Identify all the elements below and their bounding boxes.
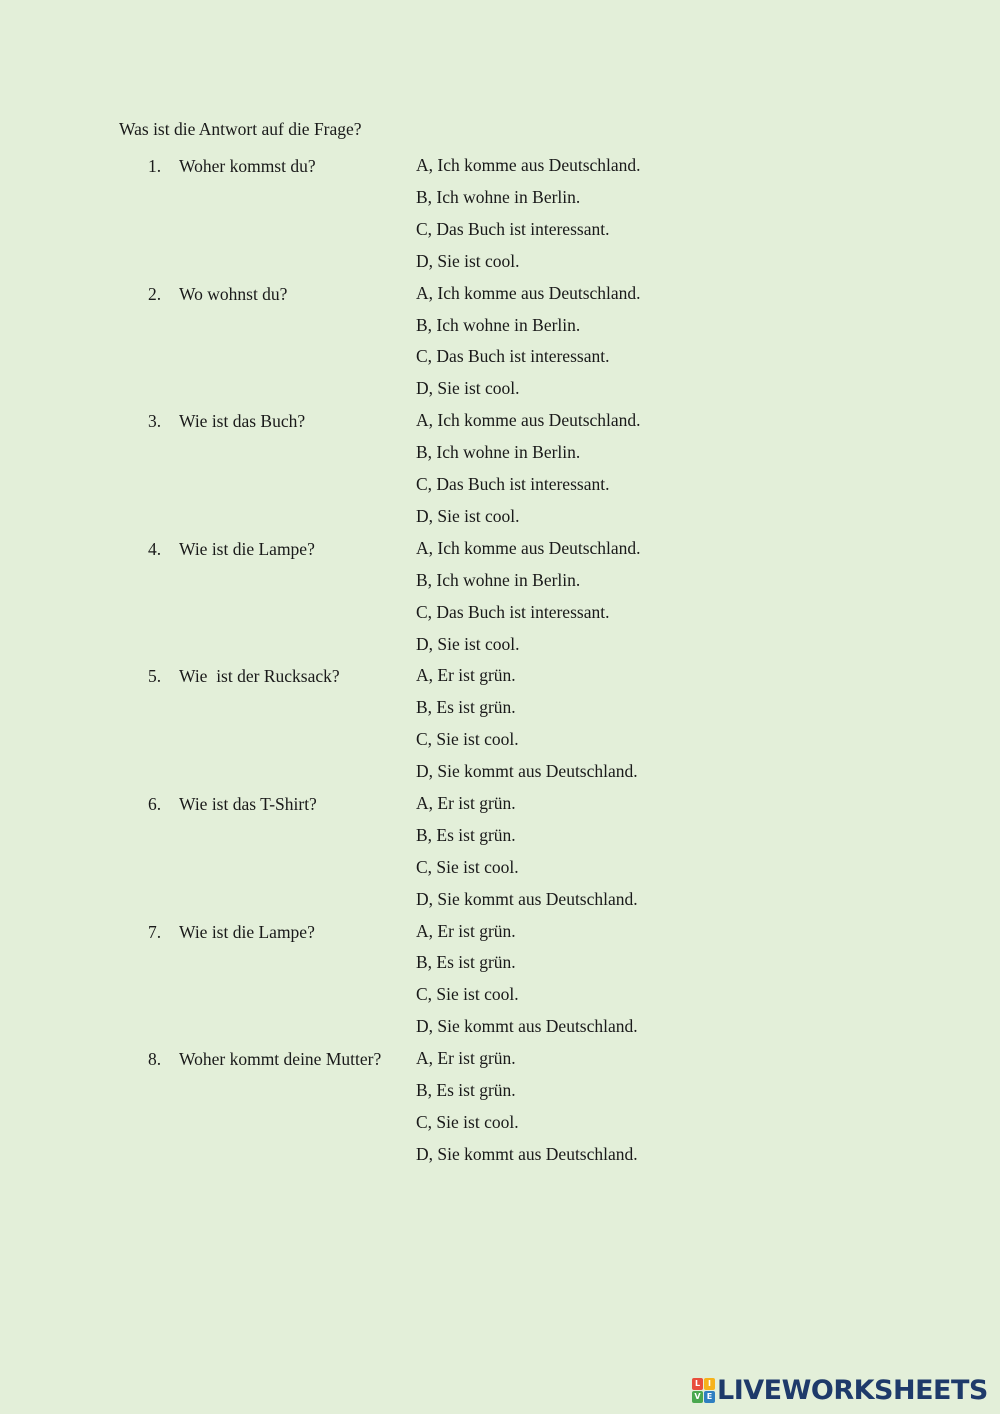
question-item <box>0 278 1000 406</box>
logo-text: LIVEWORKSHEETS <box>717 1374 988 1406</box>
answer-option[interactable]: D, Sie kommt aus Deutschland. <box>416 1016 638 1037</box>
answer-option[interactable]: A, Er ist grün. <box>416 665 516 686</box>
question-item <box>0 788 1000 916</box>
question-number: 7. <box>148 921 162 942</box>
answer-option[interactable]: C, Das Buch ist interessant. <box>416 346 610 367</box>
answer-options <box>416 278 641 406</box>
question-text: Wie ist das Buch? <box>179 411 306 432</box>
worksheet-title: Was ist die Antwort auf die Frage? <box>119 119 362 139</box>
answer-option[interactable]: D, Sie kommt aus Deutschland. <box>416 761 638 782</box>
question-number: 8. <box>148 1049 162 1070</box>
answer-option[interactable]: B, Ich wohne in Berlin. <box>416 186 581 207</box>
question-list <box>0 150 1000 1171</box>
question-number: 2. <box>148 283 162 304</box>
logo-tile: E <box>704 1391 715 1403</box>
answer-options <box>416 405 641 533</box>
question-text: Wie ist das T-Shirt? <box>179 793 317 814</box>
question-item <box>0 660 1000 788</box>
answer-option[interactable]: B, Ich wohne in Berlin. <box>416 442 581 463</box>
answer-option[interactable]: A, Er ist grün. <box>416 792 516 813</box>
answer-option[interactable]: B, Es ist grün. <box>416 697 516 718</box>
answer-option[interactable]: D, Sie kommt aus Deutschland. <box>416 1143 638 1164</box>
answer-option[interactable]: D, Sie ist cool. <box>416 633 520 654</box>
answer-option[interactable]: C, Sie ist cool. <box>416 984 519 1005</box>
question-number: 3. <box>148 411 162 432</box>
answer-option[interactable]: B, Es ist grün. <box>416 1080 516 1101</box>
answer-option[interactable]: A, Ich komme aus Deutschland. <box>416 410 641 431</box>
answer-options <box>416 916 638 1044</box>
logo-tile: V <box>692 1391 703 1403</box>
answer-option[interactable]: D, Sie ist cool. <box>416 378 520 399</box>
answer-option[interactable]: A, Ich komme aus Deutschland. <box>416 155 641 175</box>
question-text: Wie ist die Lampe? <box>179 921 315 942</box>
question-text: Wie ist die Lampe? <box>179 538 315 559</box>
answer-option[interactable]: C, Das Buch ist interessant. <box>416 218 610 239</box>
answer-option[interactable]: B, Es ist grün. <box>416 952 516 973</box>
answer-option[interactable]: C, Sie ist cool. <box>416 729 519 750</box>
answer-option[interactable]: C, Sie ist cool. <box>416 856 519 877</box>
logo-tile: L <box>692 1378 703 1390</box>
answer-option[interactable]: C, Das Buch ist interessant. <box>416 474 610 494</box>
question-item <box>0 405 1000 533</box>
answer-option[interactable]: A, Er ist grün. <box>416 1048 516 1069</box>
question-text: Wo wohnst du? <box>179 283 288 304</box>
question-text: Wie ist der Rucksack? <box>179 666 340 687</box>
logo-tile: I <box>704 1378 715 1390</box>
answer-option[interactable]: A, Er ist grün. <box>416 920 516 941</box>
question-item <box>0 1043 1000 1171</box>
answer-option[interactable]: D, Sie kommt aus Deutschland. <box>416 888 638 909</box>
answer-option[interactable]: C, Das Buch ist interessant. <box>416 601 610 622</box>
answer-option[interactable]: A, Ich komme aus Deutschland. <box>416 537 641 558</box>
question-text: Woher kommt deine Mutter? <box>179 1049 382 1070</box>
logo-mark-icon <box>692 1378 714 1402</box>
answer-option[interactable]: B, Es ist grün. <box>416 824 516 845</box>
question-item <box>0 150 1000 278</box>
answer-option[interactable]: D, Sie ist cool. <box>416 505 520 526</box>
answer-option[interactable]: A, Ich komme aus Deutschland. <box>416 282 641 303</box>
answer-options <box>416 1043 638 1171</box>
answer-option[interactable]: B, Ich wohne in Berlin. <box>416 569 581 590</box>
liveworksheets-logo <box>692 1376 988 1404</box>
question-item <box>0 533 1000 661</box>
answer-option[interactable]: C, Sie ist cool. <box>416 1111 519 1132</box>
answer-options <box>416 788 638 916</box>
question-number: 1. <box>148 156 162 176</box>
answer-option[interactable]: D, Sie ist cool. <box>416 250 520 271</box>
answer-options <box>416 150 641 278</box>
answer-option[interactable]: B, Ich wohne in Berlin. <box>416 314 581 335</box>
question-number: 5. <box>148 666 162 687</box>
question-item <box>0 916 1000 1044</box>
question-number: 6. <box>148 793 162 814</box>
question-text: Woher kommst du? <box>179 156 316 176</box>
question-number: 4. <box>148 538 162 559</box>
answer-options <box>416 660 638 788</box>
answer-options <box>416 533 641 661</box>
